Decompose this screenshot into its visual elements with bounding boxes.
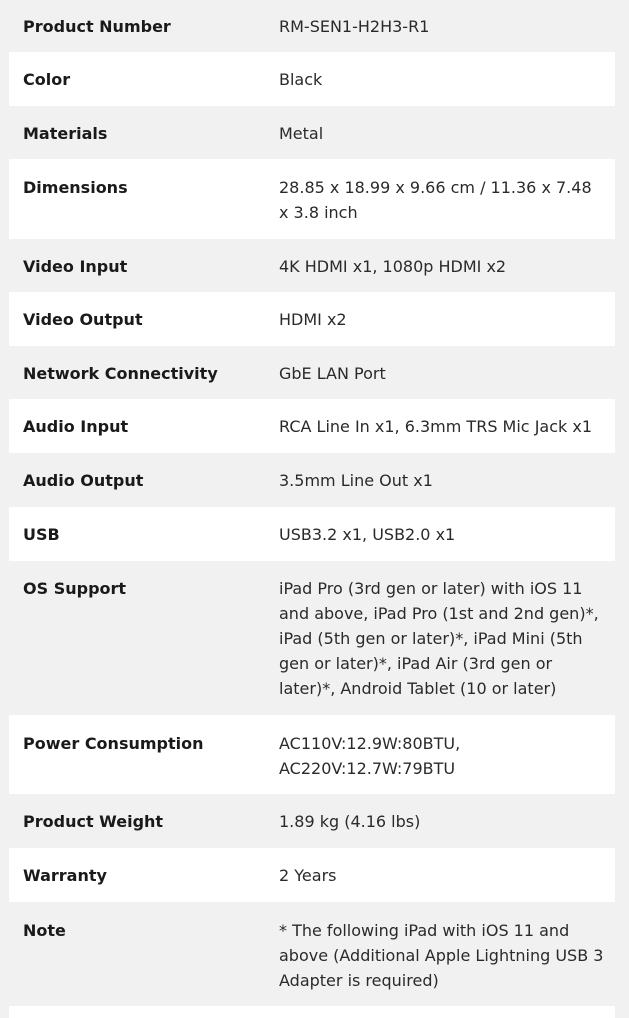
spec-value: GbE LAN Port <box>279 364 386 383</box>
spec-row-dimensions <box>9 159 615 239</box>
spec-value: USB3.2 x1, USB2.0 x1 <box>279 525 456 544</box>
spec-label: OS Support <box>23 579 127 598</box>
spec-label: Note <box>23 921 66 940</box>
spec-value: 1.89 kg (4.16 lbs) <box>279 812 421 831</box>
spec-label: Product Number <box>23 17 171 36</box>
spec-row-video-input <box>9 239 615 292</box>
spec-label: Video Input <box>23 257 128 276</box>
spec-row-power-consumption <box>9 715 615 794</box>
spec-value: Metal <box>279 124 324 143</box>
spec-label: USB <box>23 525 60 544</box>
spec-label: Product Weight <box>23 812 164 831</box>
spec-label: Audio Input <box>23 417 129 436</box>
spec-row-partial <box>9 1006 615 1018</box>
spec-value: iPad Pro (3rd gen or later) with iOS 11 and above, iPad Pro (1st and 2nd gen)*, iPad (5th gen or later)*, iPad Mini (5th gen or later)*, iPad Air (3rd gen or later)*, Android Tablet (10 or later) <box>279 579 599 698</box>
spec-row-color <box>9 52 615 106</box>
spec-row-warranty <box>9 848 615 902</box>
spec-value: Black <box>279 70 323 89</box>
spec-value: HDMI x2 <box>279 310 347 329</box>
spec-row-product-weight <box>9 794 615 848</box>
spec-value: 2 Years <box>279 866 337 885</box>
spec-row-network-connectivity <box>9 346 615 399</box>
spec-label: Materials <box>23 124 108 143</box>
spec-row-audio-input <box>9 399 615 453</box>
spec-label: Warranty <box>23 866 107 885</box>
spec-row-materials <box>9 106 615 159</box>
spec-label: Video Output <box>23 310 143 329</box>
spec-row-os-support <box>9 561 615 715</box>
spec-row-audio-output <box>9 453 615 507</box>
spec-label: Power Consumption <box>23 734 204 753</box>
spec-label: Color <box>23 70 71 89</box>
spec-value: 3.5mm Line Out x1 <box>279 471 433 490</box>
spec-row-product-number <box>9 0 615 52</box>
spec-row-note <box>9 902 615 1006</box>
spec-label: Network Connectivity <box>23 364 218 383</box>
spec-row-video-output <box>9 292 615 346</box>
spec-value: AC110V:12.9W:80BTU, AC220V:12.7W:79BTU <box>279 734 461 778</box>
spec-value: 4K HDMI x1, 1080p HDMI x2 <box>279 257 507 276</box>
spec-label: Audio Output <box>23 471 144 490</box>
spec-value: * The following iPad with iOS 11 and above (Additional Apple Lightning USB 3 Adapter is required) <box>279 921 604 990</box>
spec-label: Dimensions <box>23 178 128 197</box>
spec-row-usb <box>9 507 615 561</box>
spec-value: RM-SEN1-H2H3-R1 <box>279 17 430 36</box>
spec-value: RCA Line In x1, 6.3mm TRS Mic Jack x1 <box>279 417 593 436</box>
spec-table <box>9 0 615 1018</box>
spec-value: 28.85 x 18.99 x 9.66 cm / 11.36 x 7.48 x 3.8 inch <box>279 178 592 222</box>
